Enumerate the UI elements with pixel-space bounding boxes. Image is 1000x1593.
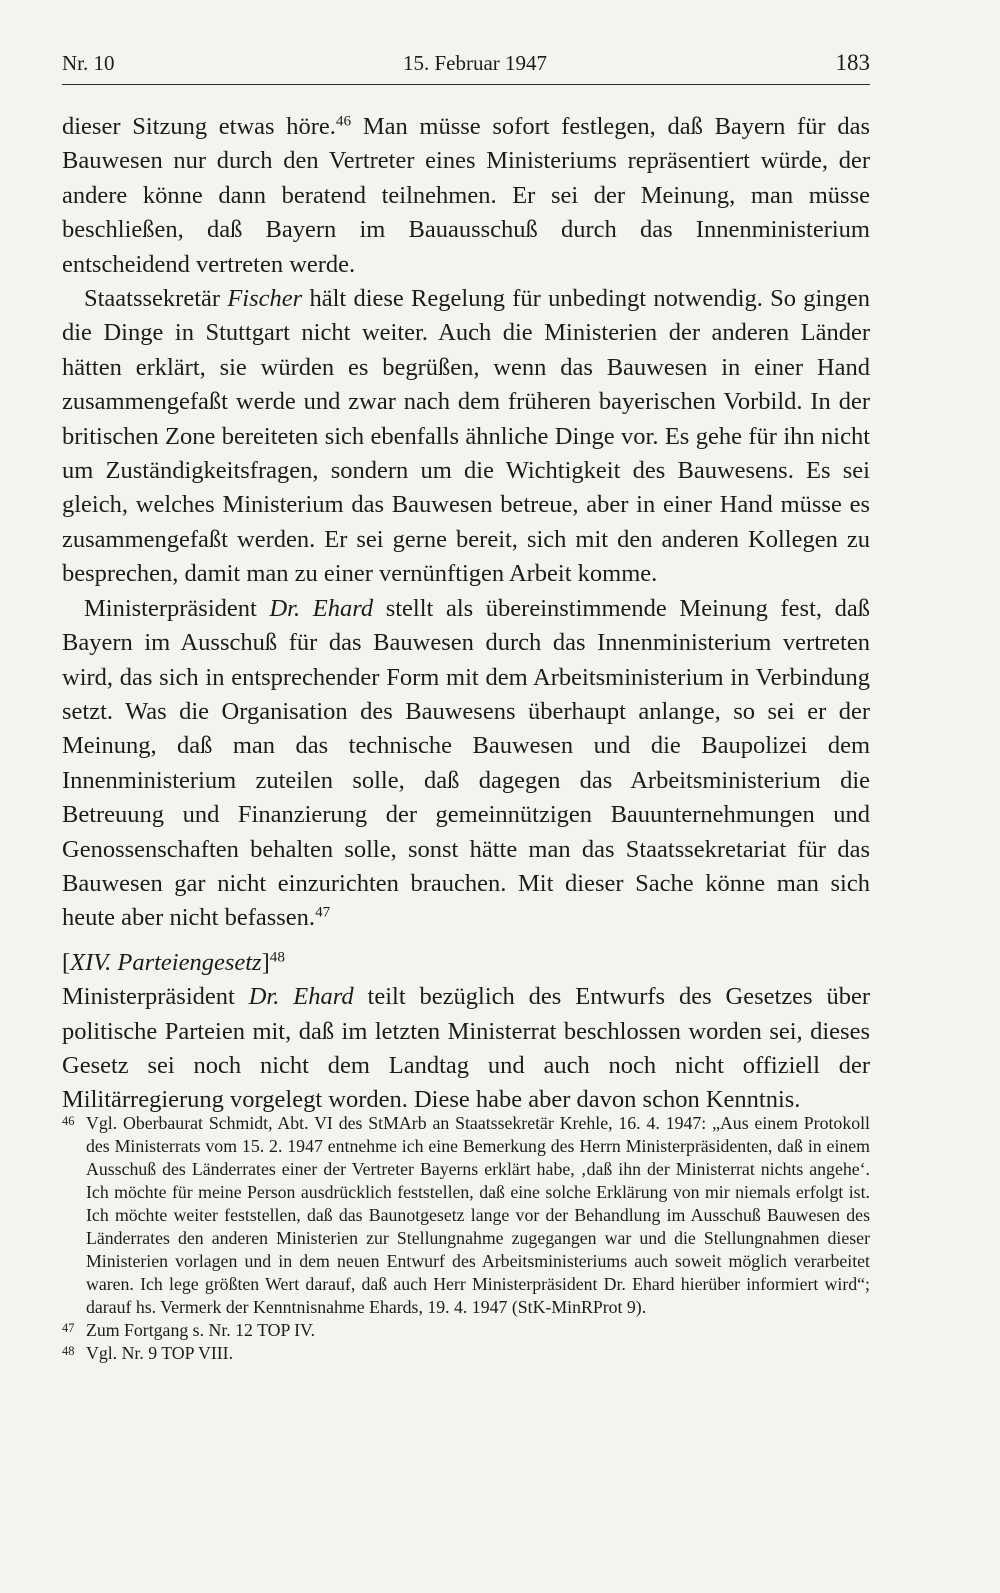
paragraph-3 (62, 592, 870, 936)
footnote-number: 46 (62, 1114, 75, 1128)
footnote-text: Zum Fortgang s. Nr. 12 TOP IV. (86, 1320, 316, 1340)
footnote-ref-47[interactable]: 47 (315, 904, 331, 921)
paragraph-4-text-b: teilt bezüglich des Entwurfs des Gesetzes über politische Parteien mit, daß im letzten Ministerrat beschlossen worden sei, dieses Gesetz sei noch nicht dem Landtag und auch noch nicht offiziell der Militärregierung vorgelegt worden. Diese habe aber davon schon Kenntnis. (62, 983, 871, 1114)
paragraph-3-text-a: Ministerpräsident (84, 594, 270, 622)
heading-bracket-open: [ (62, 948, 71, 976)
heading-bracket-close: ] (261, 948, 270, 976)
speaker-name-ehard-2: Dr. Ehard (248, 983, 354, 1011)
paragraph-4-text-a: Ministerpräsident (62, 983, 249, 1011)
page-number: 183 (835, 50, 870, 75)
running-header (62, 50, 870, 85)
document-number: Nr. 10 (62, 51, 115, 75)
footnote-ref-48[interactable]: 48 (269, 948, 285, 966)
footnote-text: Vgl. Oberbaurat Schmidt, Abt. VI des StMArb an Staatssekretär Krehle, 16. 4. 1947: „Aus einem Protokoll des Ministerrats vom 15. 2. 1947 entnehme ich eine Bemerkung des Herrn Ministerpräsidenten, daß in einem Ausschuß des Länderrates einer der Vertreter Bayerns erklärt habe, ‚daß ihn der Ministerrat nichts angehe‘. Ich möchte für meine Person ausdrücklich feststellen, daß eine solche Erklärung von mir niemals erfolgt ist. Ich möchte weiter feststellen, daß das Baunotgesetz lange vor der Behandlung im Ausschuß Bauwesen des Länderrates den anderen Ministerien zur Stellungnahme zugegangen war und die Stellungnahmen dieser Ministerien vorlagen und in dem neuen Entwurf des Arbeitsministeriums auch soweit möglich verarbeitet waren. Ich lege größten Wert darauf, daß auch Herr Ministerpräsident Dr. Ehard hierüber informiert wird“; darauf hs. Vermerk der Kenntnisnahme Ehards, 19. 4. 1947 (StK-MinRProt 9). (86, 1113, 870, 1317)
footnotes (62, 1112, 870, 1365)
footnote-46 (62, 1112, 870, 1319)
document-date: 15. Februar 1947 (402, 51, 548, 75)
paragraph-2-text-b: hält diese Regelung für unbedingt notwendig. So gingen die Dinge in Stuttgart nicht weiter. Auch die Ministerien der anderen Länder hätten erklärt, sie würden es begrüßen, wenn das Bauwesen in einer Hand zusammengefaßt werde und zwar nach dem früheren bayerischen Vorbild. In der britischen Zone bereiteten sich ebenfalls ähnliche Dinge vor. Es gehe für ihn nicht um Zuständigkeitsfragen, sondern um die Wichtigkeit des Bauwesens. Es sei gleich, welches Ministerium das Bauwesen betreue, aber in einer Hand müsse es zusammengefaßt werden. Er sei gerne bereit, sich mit den anderen Kollegen zu besprechen, damit man zu einer vernünftigen Arbeit komme. (62, 285, 870, 588)
footnote-number: 47 (62, 1321, 75, 1335)
speaker-name-fischer: Fischer (227, 285, 303, 313)
footnote-47 (62, 1319, 870, 1342)
paragraph-1 (62, 110, 870, 282)
footnote-ref-46[interactable]: 46 (335, 112, 352, 130)
heading-title: XIV. Parteiengesetz (70, 948, 262, 976)
paragraph-4 (62, 980, 870, 1118)
footnote-text: Vgl. Nr. 9 TOP VIII. (86, 1343, 234, 1363)
paragraph-2 (62, 282, 870, 592)
speaker-name-ehard: Dr. Ehard (269, 594, 374, 622)
paragraph-3-text-b: stellt als übereinstimmende Meinung fest, daß Bayern im Ausschuß für das Bauwesen durch das Innenministerium vertreten wird, das sich in entsprechender Form mit dem Arbeitsministerium in Verbindung setzt. Was die Organisation des Bauwesens überhaupt anlange, so sei er der Meinung, daß man das technische Bauwesen und die Baupolizei dem Innenministerium zuteilen solle, daß dagegen das Arbeitsministerium die Betreuung und Finanzierung der gemeinnützigen Bauunternehmungen und Genossenschaften behalten solle, sonst hätte man das Staatssekretariat für das Bauwesen gar nicht einzurichten brauchen. Mit dieser Sache könne man sich heute aber nicht befassen. (62, 594, 871, 932)
body-text (62, 110, 870, 1118)
paragraph-1-text-b: Man müsse sofort festlegen, daß Bayern für das Bauwesen nur durch den Vertreter eines Ministeriums repräsentiert würde, der andere könne dann beratend teilnehmen. Er sei der Meinung, man müsse beschließen, daß Bayern im Bauausschuß durch das Innenministerium entscheidend vertreten werde. (62, 113, 870, 278)
paragraph-1-text-a: dieser Sitzung etwas höre. (62, 113, 336, 140)
footnote-48 (62, 1342, 870, 1365)
paragraph-2-text-a: Staatssekretär (84, 285, 228, 313)
section-heading (62, 946, 870, 980)
footnote-number: 48 (62, 1344, 75, 1358)
